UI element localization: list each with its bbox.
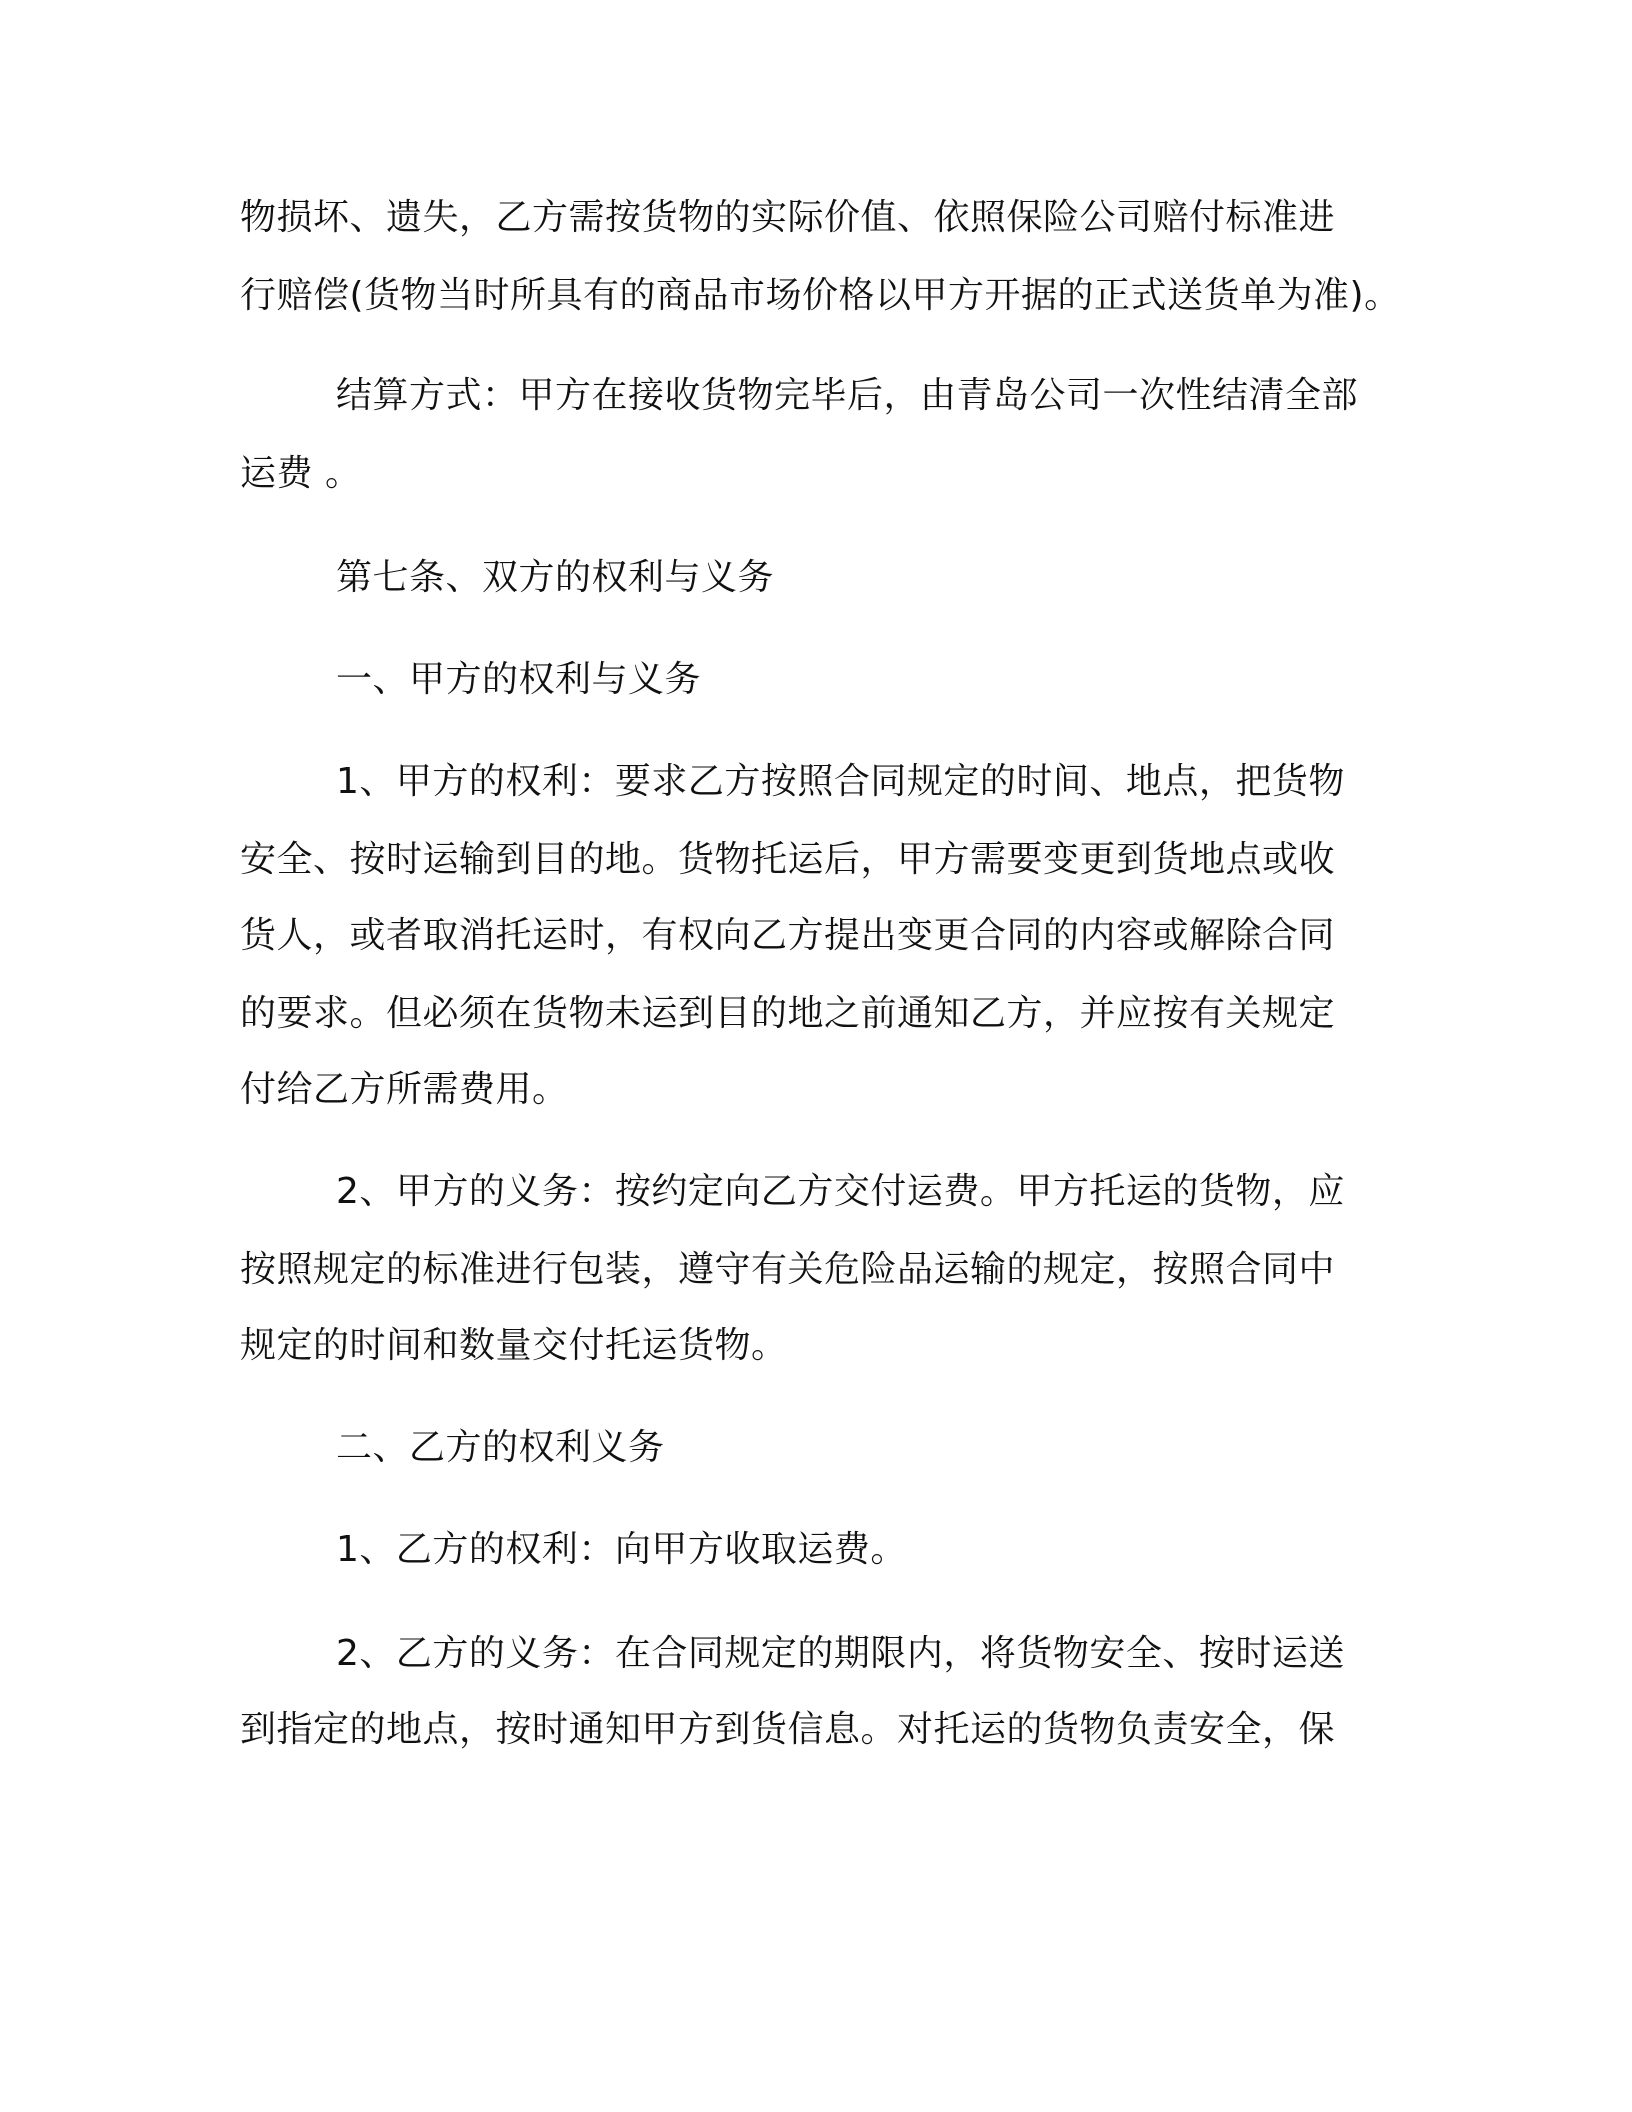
text-line: 运费 。 [240, 453, 362, 494]
text-line: 按照规定的标准进行包装，遵守有关危险品运输的规定，按照合同中 [240, 1249, 1336, 1290]
text-line: 物损坏、遗失，乙方需按货物的实际价值、依照保险公司赔付标准进 [240, 197, 1336, 238]
text-line: 安全、按时运输到目的地。货物托运后，甲方需要变更到货地点或收 [240, 839, 1336, 880]
text-line: 付给乙方所需费用。 [240, 1069, 569, 1110]
paragraph-party-b-duties: 2、乙方的义务：在合同规定的期限内，将货物安全、按时运送 [336, 1633, 1345, 1674]
text-line: 规定的时间和数量交付托运货物。 [240, 1325, 788, 1366]
text-line: 货人，或者取消托运时，有权向乙方提出变更合同的内容或解除合同 [240, 915, 1336, 956]
article-heading: 第七条、双方的权利与义务 [336, 557, 775, 598]
paragraph-party-a-rights: 1、甲方的权利：要求乙方按照合同规定的时间、地点，把货物 [336, 761, 1345, 802]
paragraph-settlement: 结算方式：甲方在接收货物完毕后，由青岛公司一次性结清全部 [336, 375, 1359, 416]
section-heading-party-b: 二、乙方的权利义务 [336, 1427, 665, 1468]
paragraph-party-b-rights: 1、乙方的权利：向甲方收取运费。 [336, 1529, 907, 1570]
text-line: 的要求。但必须在货物未运到目的地之前通知乙方，并应按有关规定 [240, 993, 1336, 1034]
text-line: 到指定的地点，按时通知甲方到货信息。对托运的货物负责安全，保 [240, 1709, 1336, 1750]
paragraph-party-a-duties: 2、甲方的义务：按约定向乙方交付运费。甲方托运的货物，应 [336, 1171, 1345, 1212]
text-line: 行赔偿(货物当时所具有的商品市场价格以甲方开据的正式送货单为准)。 [240, 275, 1401, 316]
section-heading-party-a: 一、甲方的权利与义务 [336, 659, 702, 700]
